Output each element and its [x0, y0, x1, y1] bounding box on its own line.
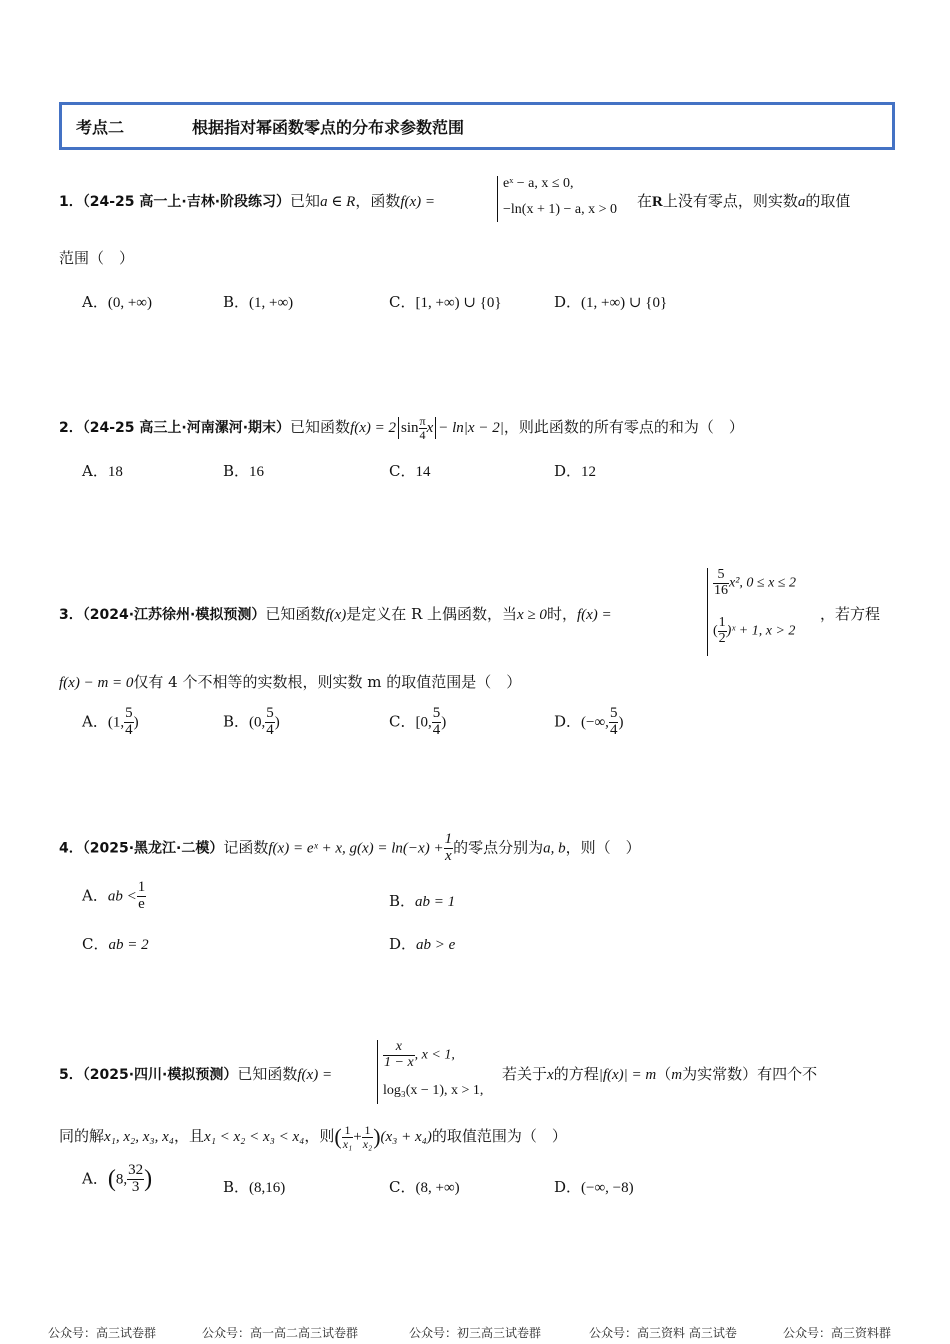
question-3-line-1 [59, 603, 612, 624]
one-over-x2: $\frac{1}{\text{x₂}}$ [362, 1123, 373, 1151]
question-2-sin: sin [401, 420, 419, 437]
question-3-case-1: $\frac{5}{16}$ x², 0 ≤ x ≤ 2 [714, 567, 796, 598]
question-3-fx2: f(x) = [576, 607, 612, 623]
question-3-case-2: ( $\frac{1}{2}$ )ˣ + 1, x > 2 [713, 615, 796, 646]
x-over-1-minus-x: $\frac{x}{1 - x}$ [384, 1039, 414, 1070]
abs-bar-left [398, 417, 399, 439]
question-1-number: 1． [59, 194, 83, 210]
question-1-option-a[interactable]: A．(0, +∞) [82, 293, 152, 311]
question-3-option-b[interactable]: B．(0, $\frac{5}{4}$ ) [223, 705, 280, 738]
question-3-number: 3． [59, 607, 83, 623]
question-1-a: a [797, 194, 806, 210]
question-3-source: （2024·江苏徐州·模拟预测） [82, 607, 266, 623]
question-4-option-a[interactable]: A．ab < $\frac{1}{e}$ [82, 879, 146, 912]
question-4-text-a: 记函数 [223, 838, 269, 857]
one-over-x: $\frac{1}{x}$ [444, 831, 453, 864]
question-4-text-b: 的零点分别为 [453, 838, 544, 857]
question-2-x: x [426, 420, 434, 437]
question-5-option-a[interactable]: A．(8, $\frac{32}{3}$ ) [82, 1162, 153, 1195]
question-1-option-b[interactable]: B．(1, +∞) [223, 293, 294, 311]
question-5-equation: |f(x)| = m [598, 1067, 657, 1083]
question-1-R: R [652, 194, 663, 210]
question-4-option-c[interactable]: C．ab = 2 [82, 935, 149, 953]
question-4-source: （2025·黑龙江·二模） [82, 840, 224, 857]
question-3-option-a[interactable]: A．(1, $\frac{5}{4}$ ) [82, 705, 139, 738]
question-4-ab: a, b [543, 840, 566, 857]
question-2-option-d[interactable]: D．12 [554, 462, 597, 480]
question-3-option-c[interactable]: C．[0, $\frac{5}{4}$ ) [389, 705, 447, 738]
five-sixteenths: $\frac{5}{16}$ [714, 567, 728, 598]
question-4-number: 4． [59, 840, 83, 857]
question-2-text-b: ，则此函数的所有零点的和为（ ） [503, 418, 744, 437]
kaodian-label: 考点二 [76, 118, 125, 137]
question-5-case-2: log₃(x − 1), x > 1, [383, 1083, 484, 1098]
question-1-condition: a ∈ R [320, 194, 356, 210]
question-3-brace [707, 568, 708, 656]
question-5-line-2: 同的解x₁, x₂, x₃, x₄，且x₁ < x₂ < x₃ < x₄，则( $\frac{1}{\text{x₁}}$ + $\frac{1}{\text{x₂}}$ )(x₃ + x₄)的取值范围为（ ） [59, 1123, 567, 1151]
pi-over-4: $\frac{\pi}{4}$ [419, 414, 426, 442]
abs-bar-right [435, 417, 436, 439]
question-4-text-c: ，则（ ） [565, 838, 641, 857]
footer-item-4: 公众号：高三资料 高三试卷 [589, 1326, 737, 1340]
section-title: 根据指对幂函数零点的分布求参数范围 [192, 118, 465, 137]
question-1-text-d: 上没有零点，则实数 [662, 192, 798, 210]
question-2-line-1 [59, 415, 744, 441]
question-2-text-a: 已知函数 [290, 418, 351, 437]
question-3-text-b: 是定义在 R 上偶函数，当 [346, 605, 518, 623]
question-4-option-b[interactable]: B．ab = 1 [389, 892, 456, 910]
question-1-brace [497, 176, 498, 222]
question-1-text-c: 在 [637, 192, 653, 210]
question-5-option-c[interactable]: C．(8, +∞) [389, 1178, 460, 1196]
question-4-math: f(x) = eˣ + x, g(x) = ln(−x) + [268, 840, 444, 857]
question-2-option-b[interactable]: B．16 [223, 462, 265, 480]
question-1-option-c[interactable]: C．[1, +∞) ∪ {0} [389, 293, 502, 311]
question-2-tail: − ln|x − 2| [438, 420, 504, 437]
question-2-option-c[interactable]: C．14 [389, 462, 431, 480]
question-5-fx: f(x) = [297, 1067, 333, 1083]
question-1-case-2: −ln(x + 1) − a, x > 0 [503, 202, 618, 217]
question-5-number: 5． [59, 1067, 83, 1083]
question-5-option-b[interactable]: B．(8,16) [223, 1178, 286, 1196]
question-3-condition: x ≥ 0 [517, 607, 547, 623]
one-over-x1: $\frac{1}{\text{x₁}}$ [342, 1123, 353, 1151]
question-1-text-b: ，函数 [355, 192, 401, 210]
question-5-option-d[interactable]: D．(−∞, −8) [554, 1178, 634, 1196]
question-1-source: （24-25 高一上·吉林·阶段练习） [82, 194, 291, 210]
question-1-text-a: 已知 [290, 192, 321, 210]
question-3-text-a: 已知函数 [265, 605, 326, 623]
question-5-case-1: $\frac{x}{1 - x}$ , x < 1, [384, 1039, 455, 1070]
question-3-fx1: f(x) [325, 607, 347, 623]
footer-item-5: 公众号：高三资料群 [783, 1326, 892, 1340]
question-1-line-2: 范围（ ） [59, 249, 135, 267]
question-5-text-a: 已知函数 [237, 1065, 298, 1083]
one-half: $\frac{1}{2}$ [718, 615, 726, 646]
question-1-line-1-tail [637, 190, 850, 211]
question-3-text-d: ，若方程 [820, 605, 881, 623]
question-2-option-a[interactable]: A．18 [82, 462, 123, 480]
question-5-brace [377, 1040, 378, 1104]
footer-item-1: 公众号：高三试卷群 [48, 1326, 157, 1340]
footer-item-2: 公众号：高一高二高三试卷群 [202, 1326, 359, 1340]
question-3-option-d[interactable]: D．(−∞, $\frac{5}{4}$ ) [554, 705, 624, 738]
question-4-option-d[interactable]: D．ab > e [389, 935, 456, 953]
question-2-number: 2． [59, 420, 83, 437]
question-2-fx: f(x) = 2 [350, 420, 396, 437]
question-5-line-1 [59, 1063, 332, 1084]
question-3-text-c: 时， [546, 605, 577, 623]
question-2-source: （24-25 高三上·河南漯河·期末） [82, 420, 291, 437]
question-1-option-d[interactable]: D．(1, +∞) ∪ {0} [554, 293, 668, 311]
question-3-line-2: f(x) − m = 0仅有 4 个不相等的实数根，则实数 m 的取值范围是（ ） [59, 673, 522, 691]
section-header [59, 102, 895, 150]
question-5-source: （2025·四川·模拟预测） [82, 1067, 238, 1083]
question-1-case-1: eˣ − a, x ≤ 0, [503, 176, 574, 191]
question-5-line-1-tail: 若关于x的方程|f(x)| = m（m为实常数）有四个不 [502, 1065, 818, 1083]
question-1-fx: f(x) = [400, 194, 436, 210]
question-4-line-1 [59, 832, 641, 865]
footer-item-3: 公众号：初三高三试卷群 [409, 1326, 542, 1340]
question-1-text-e: 的取值 [805, 192, 851, 210]
question-1-line-1 [59, 190, 435, 211]
